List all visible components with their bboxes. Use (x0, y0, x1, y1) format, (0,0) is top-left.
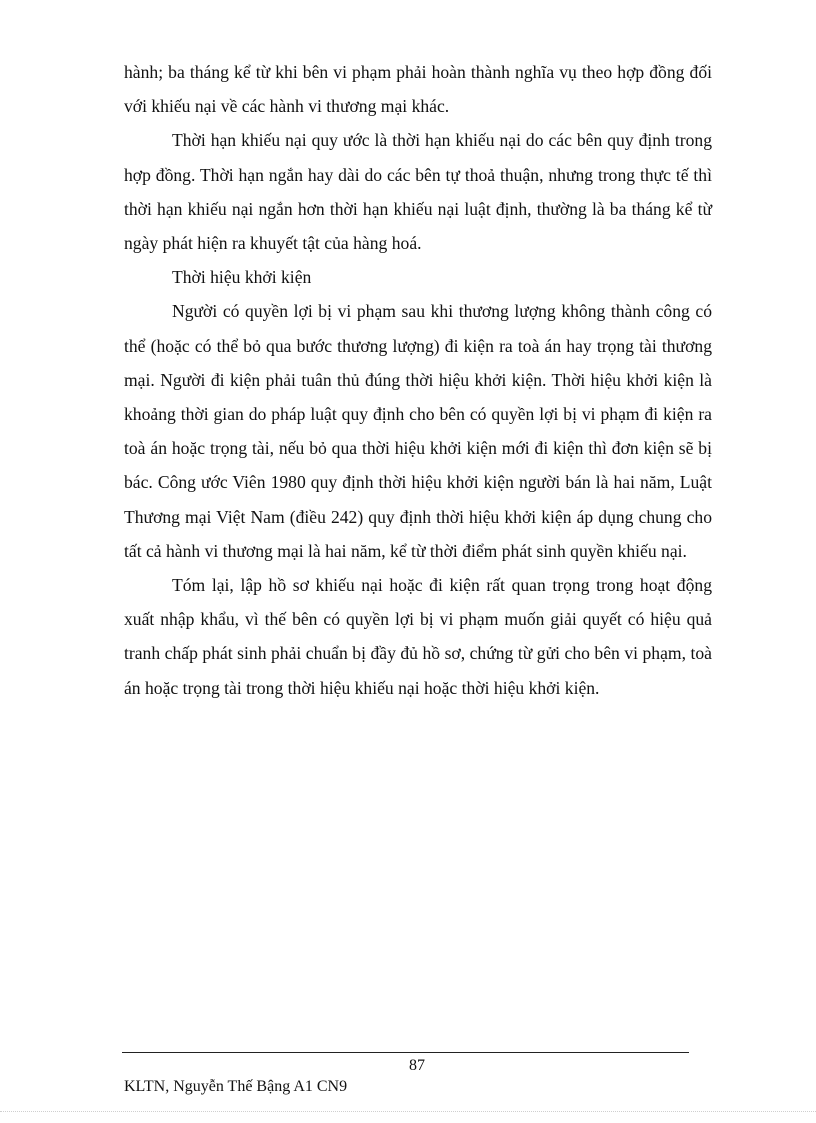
footer-divider (122, 1052, 689, 1053)
paragraph-summary: Tóm lại, lập hồ sơ khiếu nại hoặc đi kiện rất quan trọng trong hoạt động xuất nhập khẩu, vì thế bên có quyền lợi bị vi phạm muốn giải quyết có hiệu quả tranh chấp phát sinh phải chuẩn bị đầy đủ hồ sơ, chứng từ gửi cho bên vi phạm, toà án hoặc trọng tài trong thời hiệu khiếu nại hoặc thời hiệu khởi kiện. (124, 575, 712, 698)
paragraph-agreed-complaint-period: Thời hạn khiếu nại quy ước là thời hạn khiếu nại do các bên quy định trong hợp đồng. Thời hạn ngắn hay dài do các bên tự thoả thuận, nhưng trong thực tế thì thời hạn khiếu nại ngắn hơn thời hạn khiếu nại luật định, thường là ba tháng kể từ ngày phát hiện ra khuyết tật của hàng hoá. (124, 130, 712, 254)
footer-author-note: KLTN, Nguyễn Thế Bậng A1 CN9 (124, 1078, 348, 1095)
paragraph-continuation: hành; ba tháng kể từ khi bên vi phạm phải hoàn thành nghĩa vụ theo hợp đồng đối với khiếu nại về các hành vi thương mại khác. (124, 62, 712, 117)
section-heading-statute-of-limitations: Thời hiệu khởi kiện (172, 267, 312, 288)
page-bottom-dotted-edge (0, 1111, 816, 1112)
page-number: 87 (409, 1057, 425, 1074)
body-text (124, 55, 712, 705)
paragraph-statute-of-limitations: Người có quyền lợi bị vi phạm sau khi thương lượng không thành công có thể (hoặc có thể bỏ qua bước thương lượng) đi kiện ra toà án hay trọng tài thương mại. Người đi kiện phải tuân thủ đúng thời hiệu khởi kiện. Thời hiệu khởi kiện là khoảng thời gian do pháp luật quy định cho bên có quyền lợi bị vi phạm đi kiện ra toà án hoặc trọng tài, nếu bỏ qua thời hiệu khởi kiện mới đi kiện thì đơn kiện sẽ bị bác. Công ước Viên 1980 quy định thời hiệu khởi kiện người bán là hai năm, Luật Thương mại Việt Nam (điều 242) quy định thời hiệu khởi kiện áp dụng chung cho tất cả hành vi thương mại là hai năm, kể từ thời điểm phát sinh quyền khiếu nại. (124, 301, 712, 561)
